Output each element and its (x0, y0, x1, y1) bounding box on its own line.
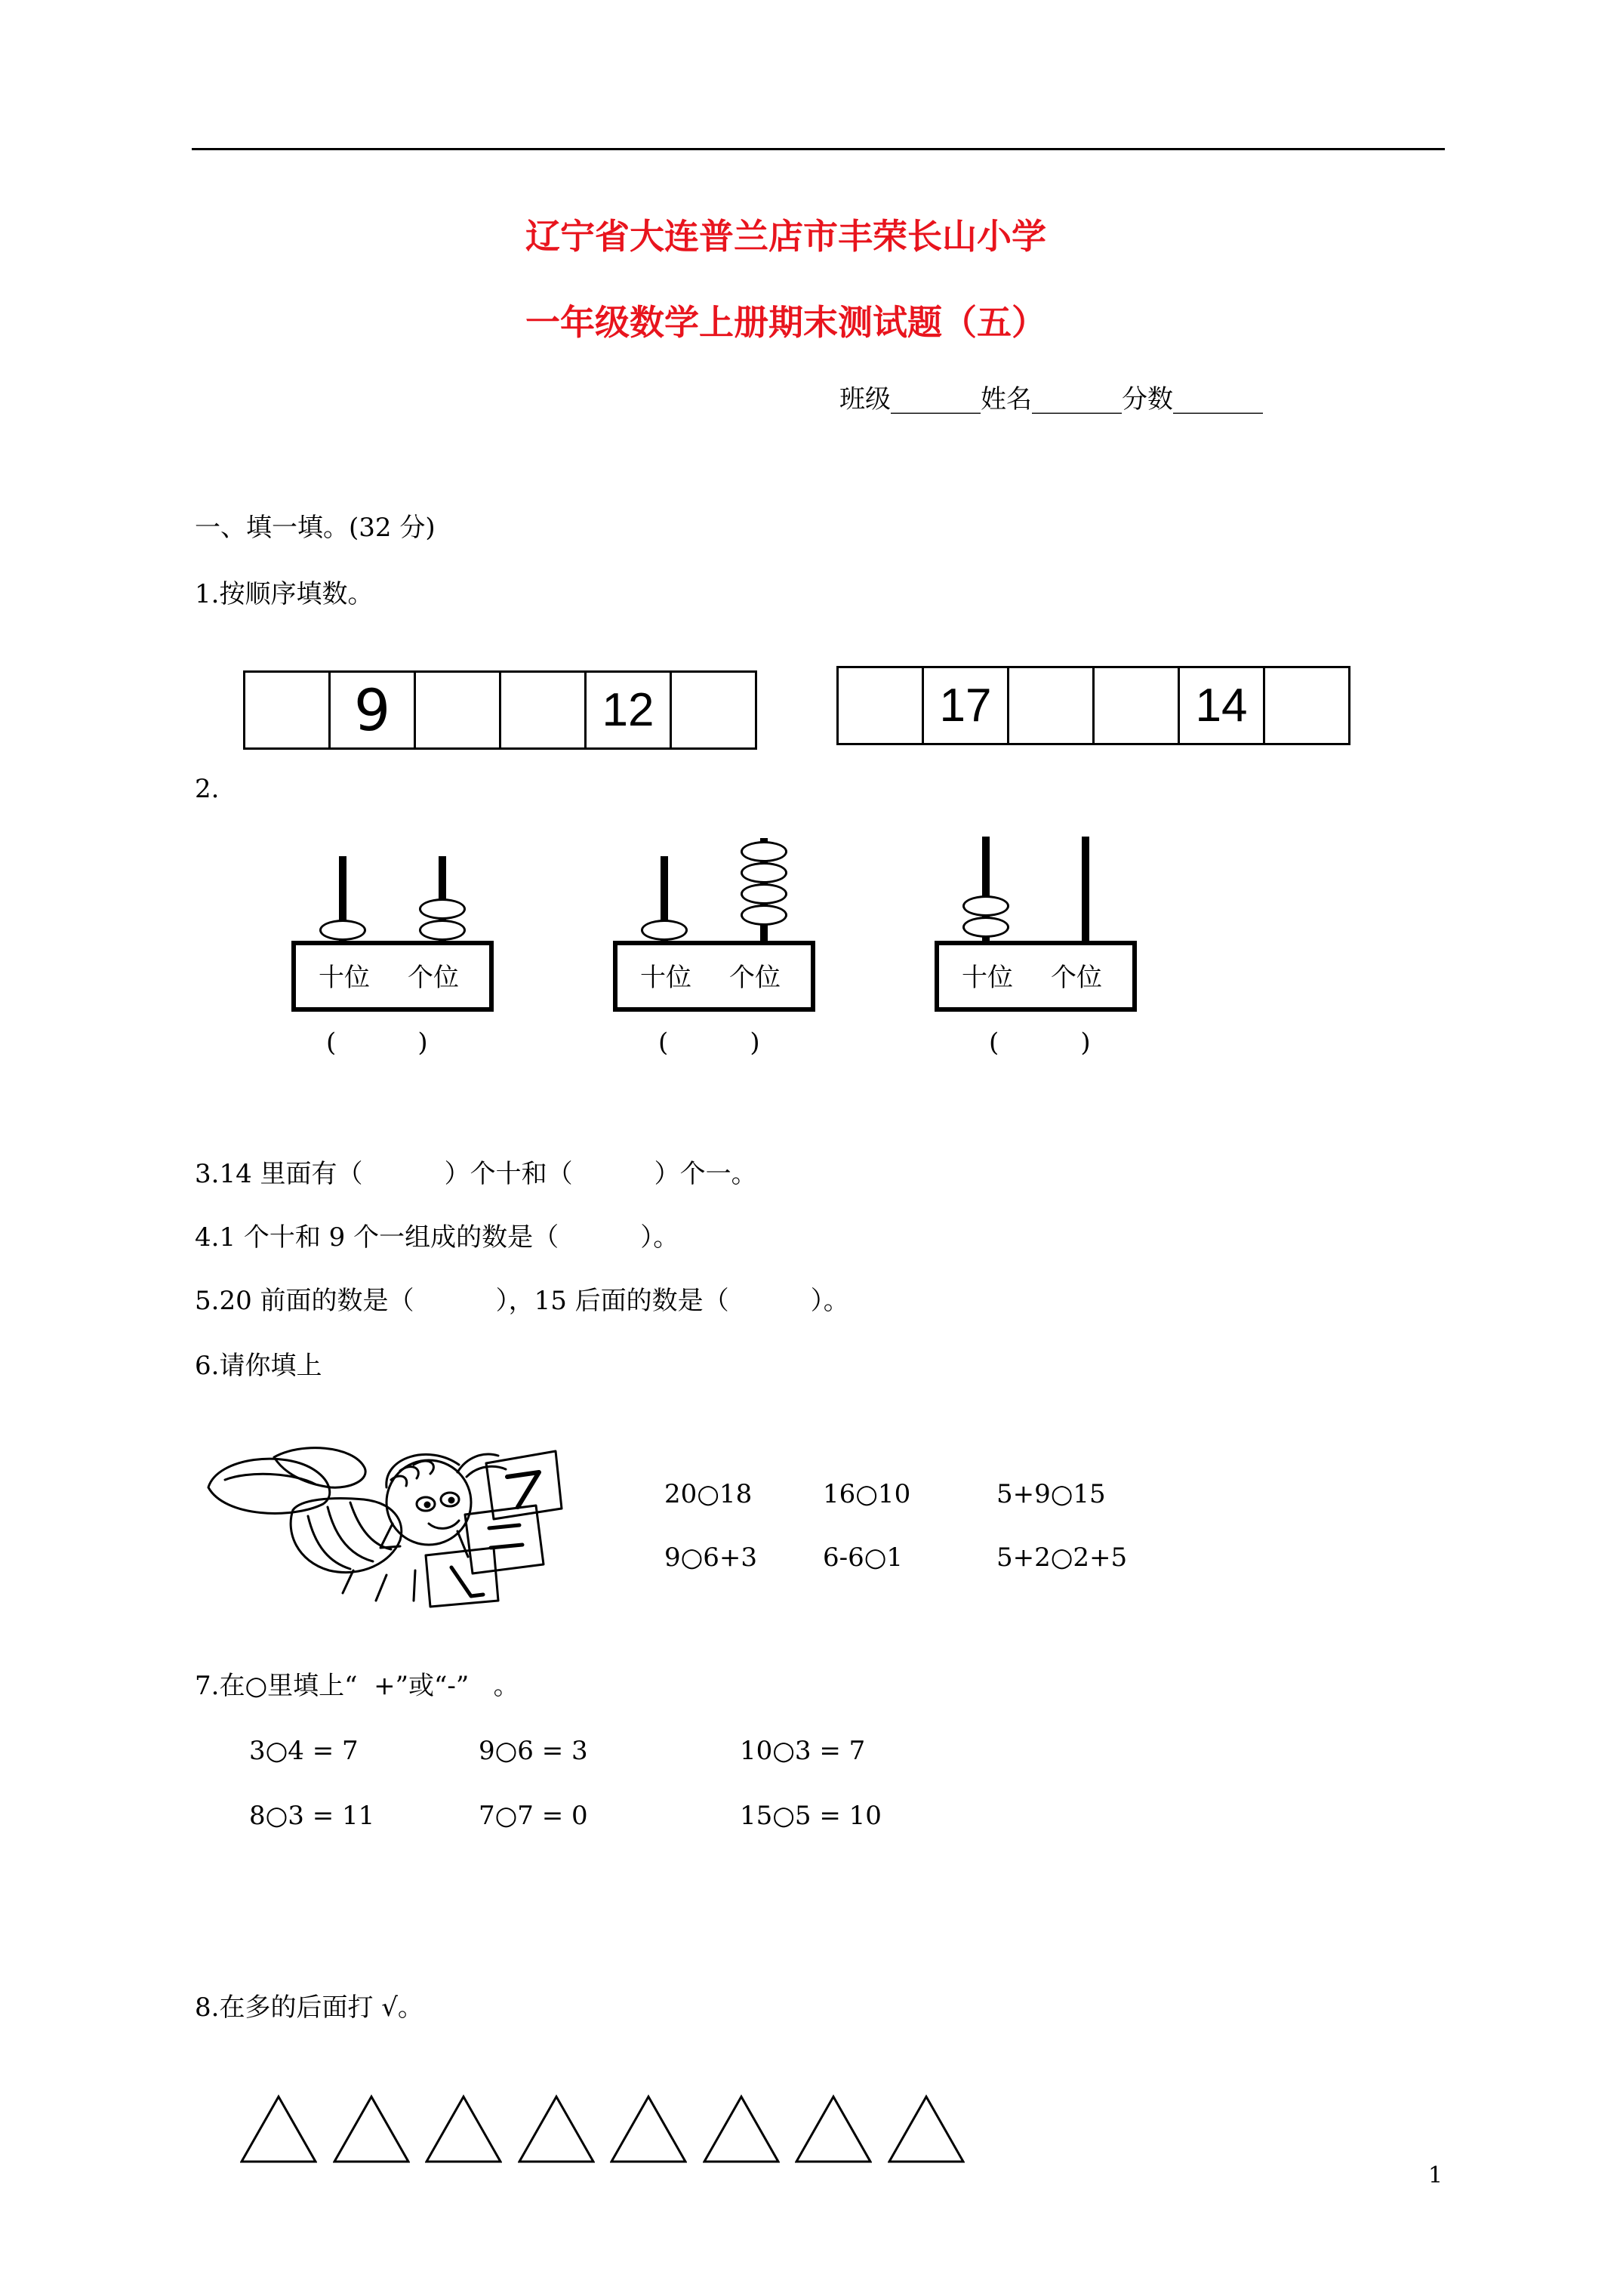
sequence-cell: 14 (1179, 667, 1264, 744)
number-card-7-rotated (426, 1548, 498, 1607)
title-line-1: 辽宁省大连普兰店市丰荣长山小学 (525, 216, 1046, 257)
abacus-bead (419, 920, 466, 941)
abacus-place-box (291, 941, 494, 1012)
triangle-shape (888, 2094, 965, 2164)
triangle-shape (425, 2094, 502, 2164)
number-card-7 (486, 1451, 562, 1519)
sequence-row-b (836, 666, 1350, 745)
abacus-bead (741, 862, 787, 883)
sequence-cell[interactable] (1094, 667, 1179, 744)
abacus-bead (741, 883, 787, 905)
operator-item[interactable]: 9○6 = 3 (479, 1736, 588, 1766)
section-heading: 一、填一填。(32 分) (195, 513, 436, 543)
bee-wing-right (274, 1448, 365, 1488)
tens-label: 十位 (962, 963, 1013, 993)
abacus-bead (319, 920, 366, 941)
abacus-bead (741, 841, 787, 862)
operator-item[interactable]: 8○3 = 11 (249, 1801, 375, 1831)
ones-label: 个位 (729, 963, 781, 993)
abacus-place-box (613, 941, 815, 1012)
triangle-shape (610, 2094, 687, 2164)
student-info-line: 班级_______姓名_______分数_______ (839, 384, 1263, 415)
sequence-cell[interactable] (671, 672, 756, 749)
operator-item[interactable]: 7○7 = 0 (479, 1801, 588, 1831)
triangle-shape (518, 2094, 595, 2164)
compare-item[interactable]: 9○6+3 (664, 1542, 758, 1573)
q2-label: 2. (195, 774, 220, 804)
abacus-bead (419, 898, 466, 920)
bee-wing-left (208, 1459, 330, 1513)
tens-label: 十位 (640, 963, 691, 993)
triangle-row (240, 2091, 965, 2170)
operator-item[interactable]: 15○5 = 10 (740, 1801, 882, 1831)
q7-label: 7.在○里填上“ +”或“-” 。 (195, 1671, 519, 1701)
abacus-bead (962, 917, 1009, 938)
q3-text: 3.14 里面有（ ）个十和（ ）个一。 (195, 1159, 757, 1189)
triangle-shape (240, 2094, 317, 2164)
abacus-bead (641, 920, 688, 941)
abacus-rod-ones (1082, 837, 1089, 941)
abacus-bead (741, 905, 787, 926)
compare-item[interactable]: 6-6○1 (823, 1542, 904, 1573)
abacus-answer[interactable]: ( ) (326, 1028, 428, 1058)
sequence-cell[interactable] (1009, 667, 1094, 744)
sequence-row-a (243, 670, 757, 750)
header-rule (192, 148, 1445, 150)
compare-item[interactable]: 5+9○15 (996, 1479, 1106, 1509)
page-number: 1 (1428, 2162, 1443, 2189)
abacus-answer[interactable]: ( ) (658, 1028, 760, 1058)
sequence-cell: 9 (330, 672, 415, 749)
triangle-shape (333, 2094, 410, 2164)
abacus-bead (962, 895, 1009, 917)
number-card-2 (465, 1505, 544, 1573)
sequence-cell: 12 (586, 672, 671, 749)
q6-label: 6.请你填上 (195, 1351, 322, 1381)
operator-item[interactable]: 3○4 = 7 (249, 1736, 359, 1766)
compare-item[interactable]: 5+2○2+5 (996, 1542, 1128, 1573)
q5-text: 5.20 前面的数是（ ），15 后面的数是（ ）。 (195, 1286, 849, 1316)
abacus-answer[interactable]: ( ) (989, 1028, 1091, 1058)
title-line-2: 一年级数学上册期末测试题（五） (525, 302, 1046, 343)
sequence-cell[interactable] (415, 672, 500, 749)
compare-item[interactable]: 20○18 (664, 1479, 753, 1509)
sequence-cell[interactable] (838, 667, 923, 744)
q1-label: 1.按顺序填数。 (195, 579, 374, 609)
bee-illustration (202, 1435, 602, 1608)
sequence-cell: 17 (923, 667, 1009, 744)
q4-text: 4.1 个十和 9 个一组成的数是（ ）。 (195, 1222, 679, 1253)
q8-label: 8.在多的后面打 √。 (195, 1992, 423, 2023)
sequence-cell[interactable] (500, 672, 586, 749)
compare-item[interactable]: 16○10 (823, 1479, 911, 1509)
ones-label: 个位 (408, 963, 459, 993)
triangle-shape (703, 2094, 780, 2164)
ones-label: 个位 (1051, 963, 1102, 993)
operator-item[interactable]: 10○3 = 7 (740, 1736, 866, 1766)
abacus-place-box (935, 941, 1137, 1012)
sequence-cell[interactable] (245, 672, 330, 749)
tens-label: 十位 (319, 963, 370, 993)
sequence-cell[interactable] (1264, 667, 1350, 744)
triangle-shape (795, 2094, 872, 2164)
